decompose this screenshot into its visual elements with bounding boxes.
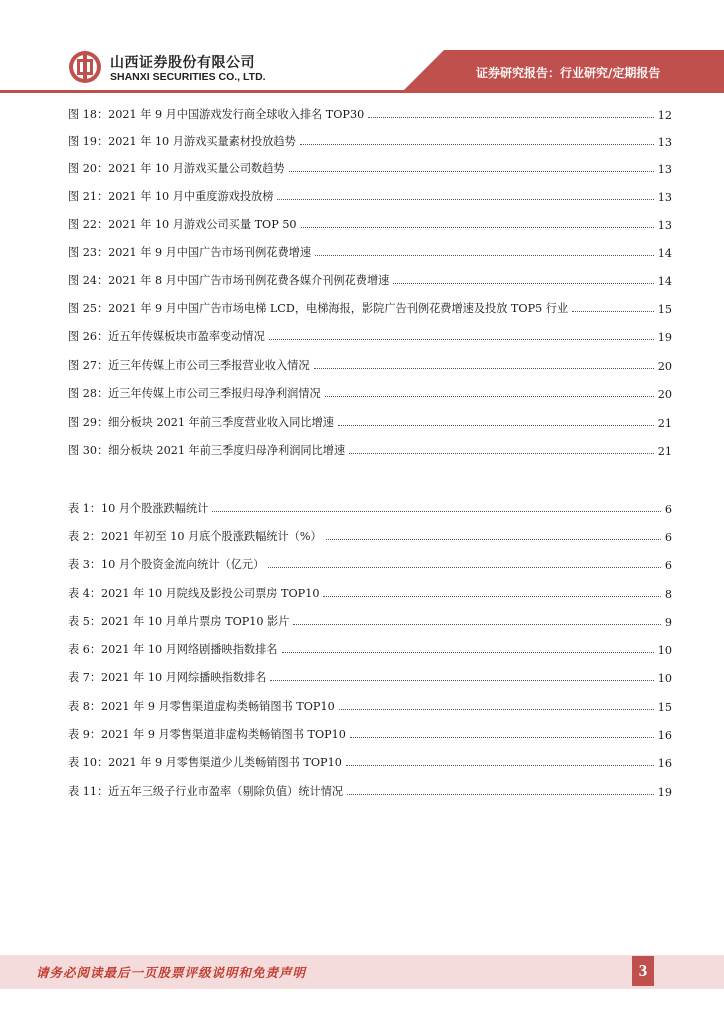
toc-entry[interactable]: 图 30：细分板块 2021 年前三季度归母净利润同比增速 21 [68,444,672,458]
toc-entry[interactable]: 表 7：2021 年 10 月网综播映指数排名 10 [68,671,672,685]
company-logo-icon [68,50,102,84]
toc-entry[interactable]: 图 25：2021 年 9 月中国广告市场电梯 LCD，电梯海报，影院广告刊例花费增速及投放 TOP5 行业 15 [68,302,672,316]
header-divider [0,90,724,93]
toc-entry[interactable]: 图 23：2021 年 9 月中国广告市场刊例花费增速 14 [68,246,672,260]
page-header [0,0,724,100]
toc-entry[interactable]: 图 28：近三年传媒上市公司三季报归母净利润情况 20 [68,387,672,401]
toc-entry[interactable]: 表 5：2021 年 10 月单片票房 TOP10 影片 9 [68,615,672,629]
footer-disclaimer: 请务必阅读最后一页股票评级说明和免责声明 [36,965,307,980]
company-name-en: SHANXI SECURITIES CO., LTD. [110,71,266,83]
toc-entry[interactable]: 表 6：2021 年 10 月网络剧播映指数排名 10 [68,643,672,657]
toc-entry[interactable]: 图 27：近三年传媒上市公司三季报营业收入情况 20 [68,359,672,373]
toc-entry[interactable]: 表 4：2021 年 10 月院线及影投公司票房 TOP10 8 [68,587,672,601]
toc-entry[interactable]: 表 2：2021 年初至 10 月底个股涨跌幅统计（%） 6 [68,530,672,544]
toc-entry[interactable]: 图 19：2021 年 10 月游戏买量素材投放趋势 13 [68,135,672,149]
company-name-cn: 山西证券股份有限公司 [110,55,255,71]
toc-entry[interactable]: 表 1：10 月个股涨跌幅统计 6 [68,502,672,516]
toc-entry[interactable]: 表 3：10 月个股资金流向统计（亿元） 6 [68,558,672,572]
toc-entry[interactable]: 图 18：2021 年 9 月中国游戏发行商全球收入排名 TOP30 12 [68,108,672,122]
page-number: 3 [632,956,654,986]
toc-entry[interactable]: 图 20：2021 年 10 月游戏买量公司数趋势 13 [68,162,672,176]
toc-entry[interactable]: 表 9：2021 年 9 月零售渠道非虚构类畅销图书 TOP10 16 [68,728,672,742]
toc-entry[interactable]: 图 22：2021 年 10 月游戏公司买量 TOP 50 13 [68,218,672,232]
toc-entry[interactable]: 表 8：2021 年 9 月零售渠道虚构类畅销图书 TOP10 15 [68,700,672,714]
toc-entry[interactable]: 图 26：近五年传媒板块市盈率变动情况 19 [68,330,672,344]
toc-entry[interactable]: 图 24：2021 年 8 月中国广告市场刊例花费各媒介刊例花费增速 14 [68,274,672,288]
toc-entry[interactable]: 图 29：细分板块 2021 年前三季度营业收入同比增速 21 [68,416,672,430]
toc-entry[interactable]: 表 10：2021 年 9 月零售渠道少儿类畅销图书 TOP10 16 [68,756,672,770]
toc-entry[interactable]: 图 21：2021 年 10 月中重度游戏投放榜 13 [68,190,672,204]
toc-entry[interactable]: 表 11：近五年三级子行业市盈率（剔除负值）统计情况 19 [68,785,672,799]
report-type-label: 证券研究报告：行业研究/定期报告 [476,66,661,80]
